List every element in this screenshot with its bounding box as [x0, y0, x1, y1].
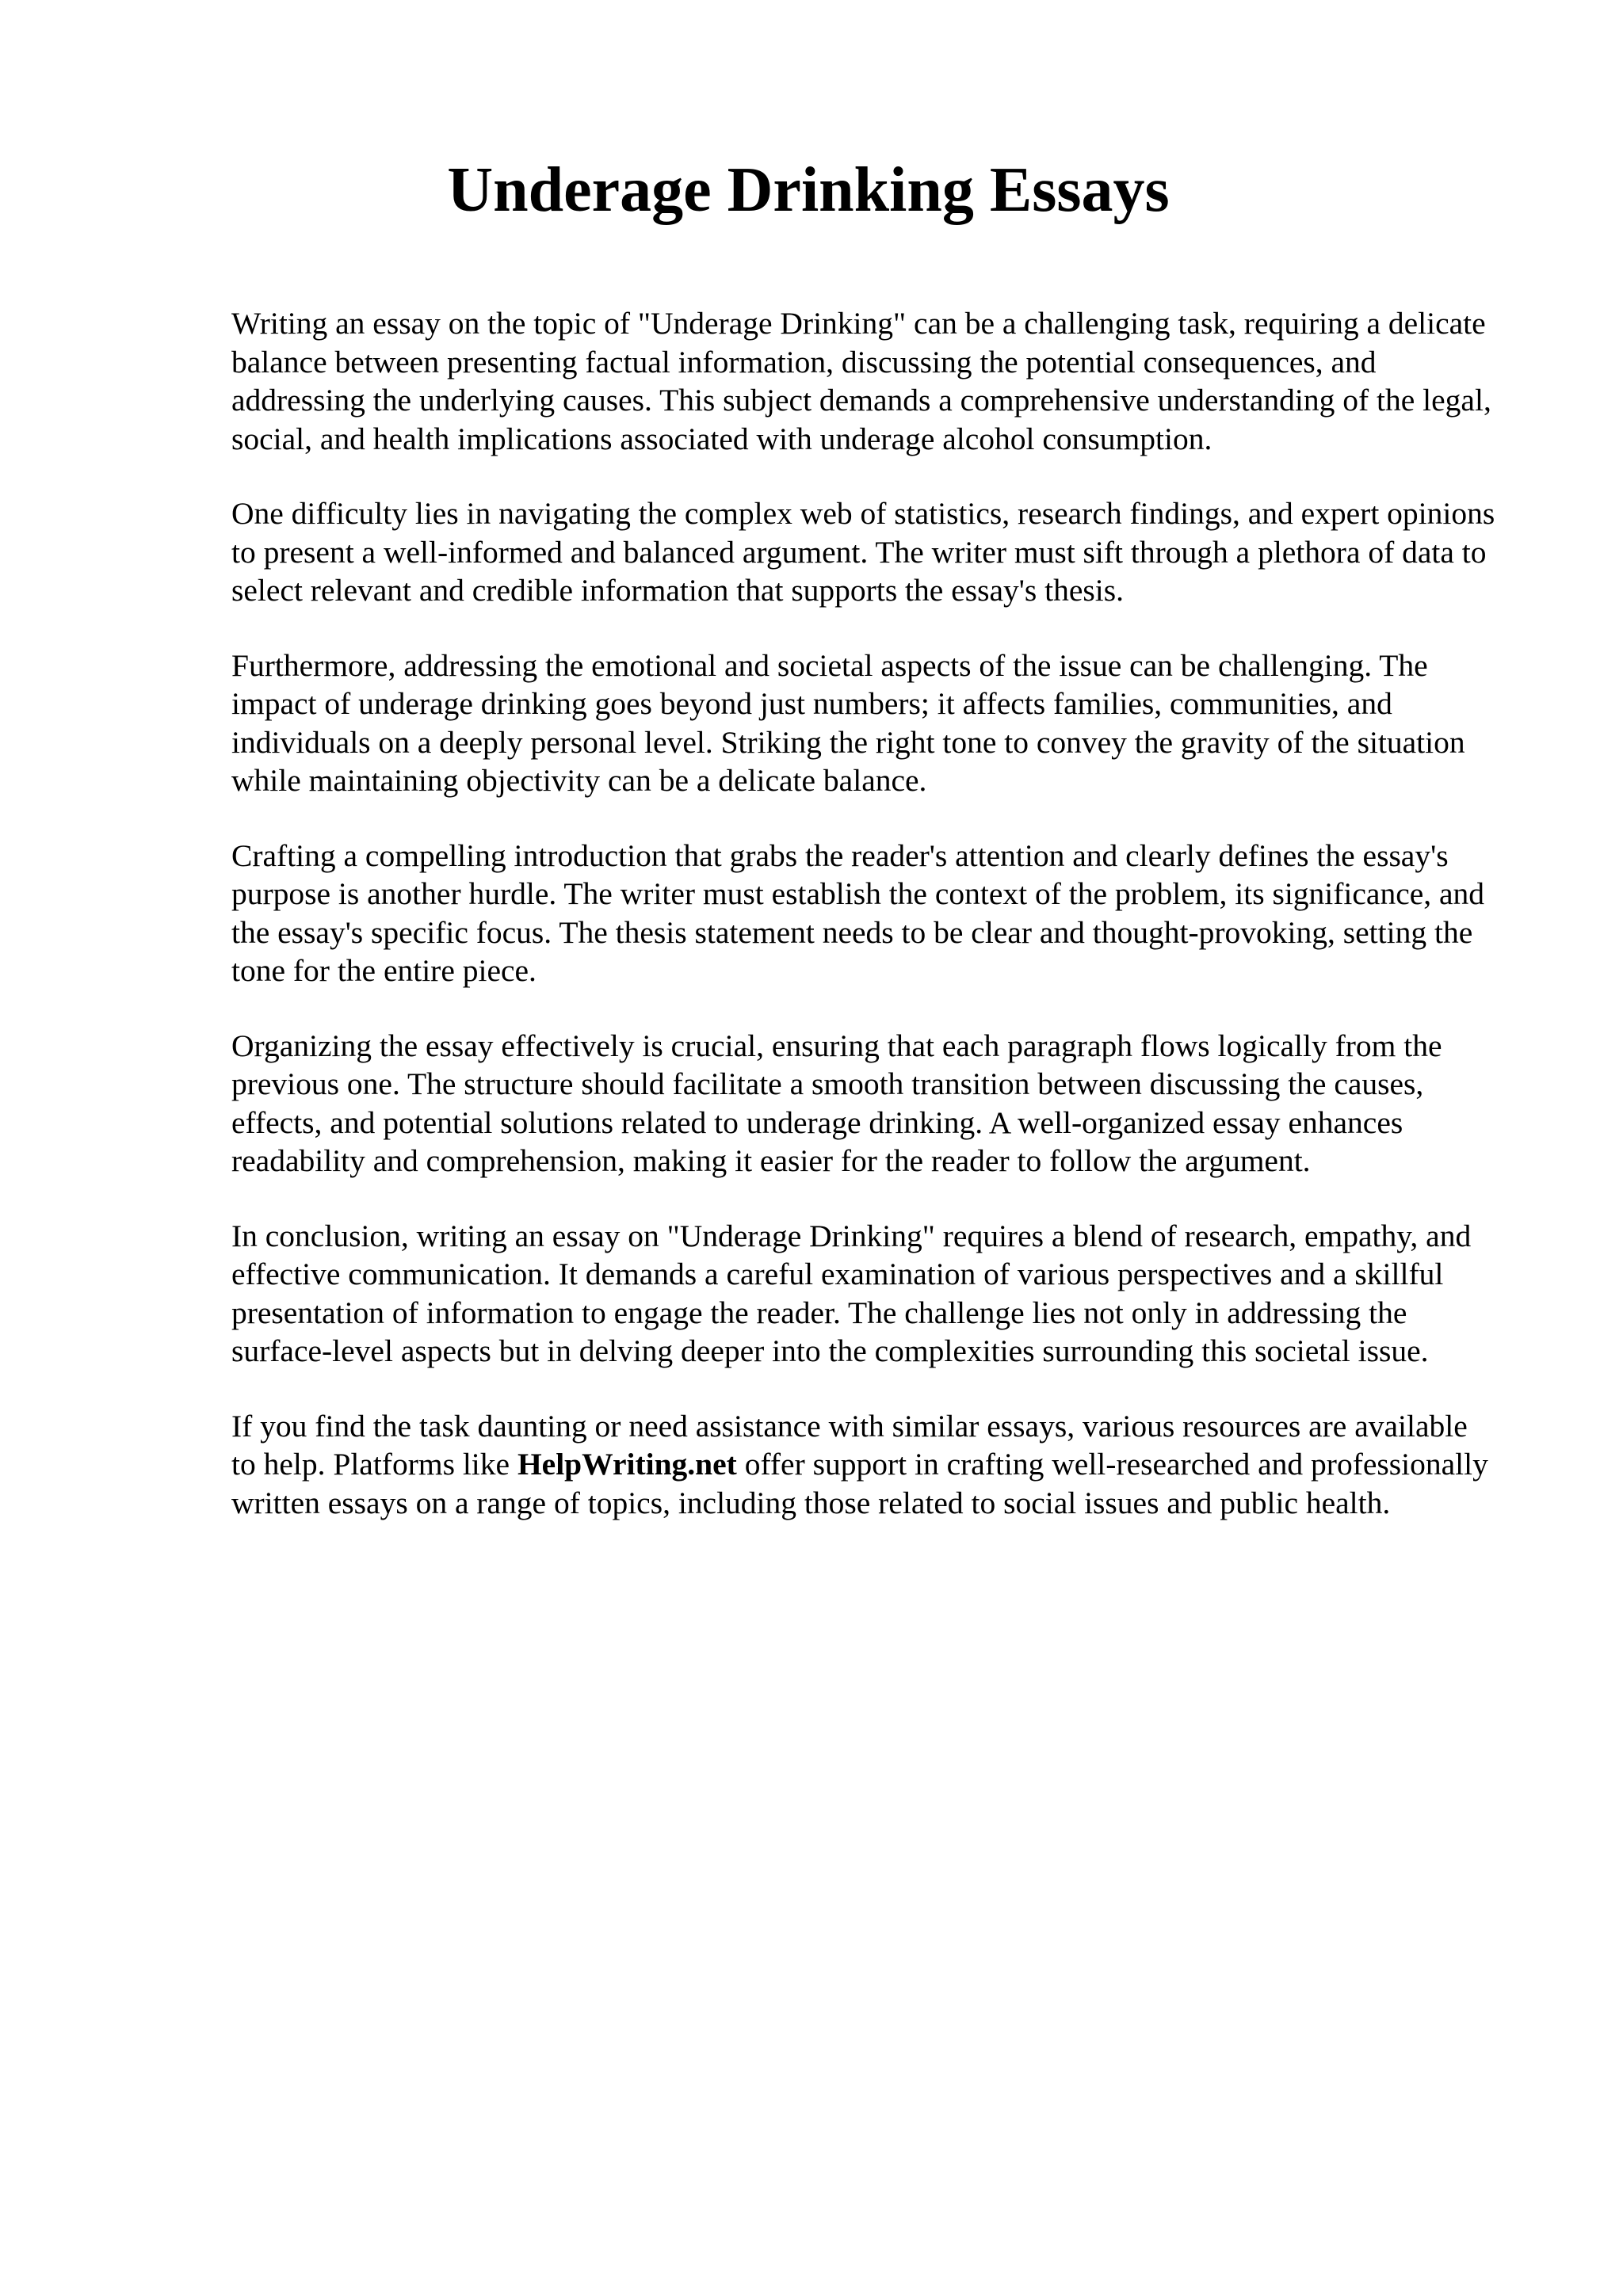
page-title: Underage Drinking Essays [447, 155, 1170, 225]
paragraph-1: Writing an essay on the topic of "Underage Drinking" can be a challenging task, requiring a delicate balance between presenting factual information, discussing the potential consequences, and addressing the underlying causes. This subject demands a comprehensive understanding of the legal, social, and health implications associated with underage alcohol consumption. [231, 306, 1491, 456]
paragraph-3: Furthermore, addressing the emotional and societal aspects of the issue can be challenging. The impact of underage drinking goes beyond just numbers; it affects families, communities, and individuals on a deeply personal level. Striking the right tone to convey the gravity of the situation while maintaining objectivity can be a delicate balance. [231, 647, 1465, 798]
paragraph-6: In conclusion, writing an essay on "Underage Drinking" requires a blend of research, empathy, and effective communication. It demands a careful examination of various perspectives and a skillful presentation of information to engage the reader. The challenge lies not only in addressing the surface-level aspects but in delving deeper into the complexities surrounding this societal issue. [231, 1218, 1472, 1368]
paragraph-5: Organizing the essay effectively is crucial, ensuring that each paragraph flows logically from the previous one. The structure should facilitate a smooth transition between discussing the causes, effects, and potential solutions related to underage drinking. A well-organized essay enhances readability and comprehension, making it easier for the reader to follow the argument. [231, 1028, 1442, 1178]
paragraph-2: One difficulty lies in navigating the complex web of statistics, research findings, and expert opinions to present a well-informed and balanced argument. The writer must sift through a plethora of data to select relevant and credible information that supports the essay's thesis. [231, 496, 1495, 608]
paragraph-4: Crafting a compelling introduction that grabs the reader's attention and clearly defines the essay's purpose is another hurdle. The writer must establish the context of the problem, its significance, and the essay's specific focus. The thesis statement needs to be clear and thought-provoking, setting the tone for the entire piece. [231, 837, 1485, 988]
paragraph-7-text-after: offer support in crafting well-researched and professionally written essays on a range of topics, including those related to social issues and public health. [231, 1447, 1488, 1520]
paragraph-7 [231, 1407, 1499, 1523]
helpwriting-link[interactable]: HelpWriting.net [517, 1447, 737, 1482]
paragraph-7-text-before: If you find the task daunting or need assistance with similar essays, various resources are available to help. Platforms like [231, 1408, 1468, 1482]
